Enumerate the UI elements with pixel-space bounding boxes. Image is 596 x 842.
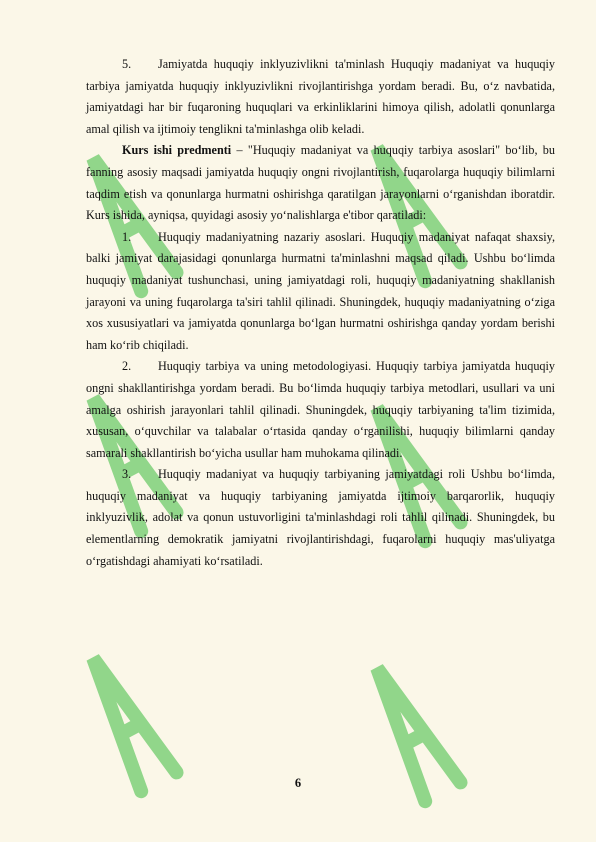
paragraph (86, 140, 555, 226)
paragraph-text: – "Huquqiy madaniyat va huquqiy tarbiya asoslari" bo‘lib, bu fanning asosiy maqsadi jamiyatda huquqiy ongni rivojlantirish, fuqarolarga huquqiy bilimlarni taqdim etish va qonunlarga hurmatni oshirishga qaratilgan jarayonlarni o‘rganishdan iboratdir. Kurs ishida, ayniqsa, quyidagi asosiy yo‘nalishlarga e'tibor qaratiladi: (86, 143, 555, 223)
paragraph-text: Huquqiy madaniyatning nazariy asoslari. Huquqiy madaniyat nafaqat shaxsiy, balki jamiyat darajasidagi qonunlarga hurmatni ta'minlashni maqsad qiladi. Ushbu bo‘limda huquqiy madaniyat tushunchasi, uning jamiyatdagi roli, huquqiy madaniyatning shakllanish jarayoni va uning fuqarolarga ta'siri tahlil qilinadi. Shuningdek, huquqiy madaniyatning o‘ziga xos xususiyatlari va jamiyatda qonunlarga bo‘lgan hurmatni oshirishga qanday yordam berishi ham ko‘rib chiqiladi. (86, 229, 555, 352)
body-text (86, 54, 555, 572)
list-item (86, 356, 555, 464)
list-item (86, 54, 555, 140)
list-number: 5. (122, 57, 132, 71)
paragraph-text: Huquqiy madaniyat va huquqiy tarbiyaning jamiyatdagi roli Ushbu bo‘limda, huquqiy madaniyat va huquqiy tarbiyaning jamiyatda ijtimoiy barqarorlik, huquqiy inklyuzivlik, adolat va qonun ustuvorligini ta'minlashdagi roli tahlil qilinadi. Shuningdek, bu elementlarning demokratik jamiyatni rivojlantirishdagi, fuqarolarni huquqiy mas'uliyatga o‘rgatishdagi ahamiyati ko‘rsatiladi. (86, 467, 555, 568)
list-item (86, 464, 555, 572)
list-number: 3. (122, 467, 132, 482)
list-item (86, 227, 555, 357)
paragraph-text: Huquqiy tarbiya va uning metodologiyasi. Huquqiy tarbiya jamiyatda huquqiy ongni shakllantirishga yordam beradi. Bu bo‘limda huquqiy tarbiya metodlari, usullari va uni amalga oshirish jarayonlari tahlil qilinadi. Shuningdek, huquqiy tarbiyaning ta'lim tizimida, xususan, o‘quvchilar va talabalar o‘rtasida qanday o‘rganilishi, huquqiy bilimlarni qanday samarali shakllantirish bo‘yicha usullar ham muhokama qilinadi. (86, 359, 555, 460)
list-number: 2. (122, 359, 132, 374)
paragraph-text: Jamiyatda huquqiy inklyuzivlikni ta'minlash Huquqiy madaniyat va huquqiy tarbiya jamiyatda huquqiy inklyuzivlikni rivojlantirishga yordam beradi. Bu, o‘z navbatida, jamiyatdagi har bir fuqaroning huquqlari va erkinliklarini himoya qilish, adolatli qonunlarga amal qilish va ijtimoiy tenglikni ta'minlashga olib keladi. (86, 57, 555, 136)
paragraph-bold-lead: Kurs ishi predmenti (122, 143, 232, 158)
list-number: 1. (122, 229, 132, 244)
page-number: 6 (294, 776, 302, 790)
